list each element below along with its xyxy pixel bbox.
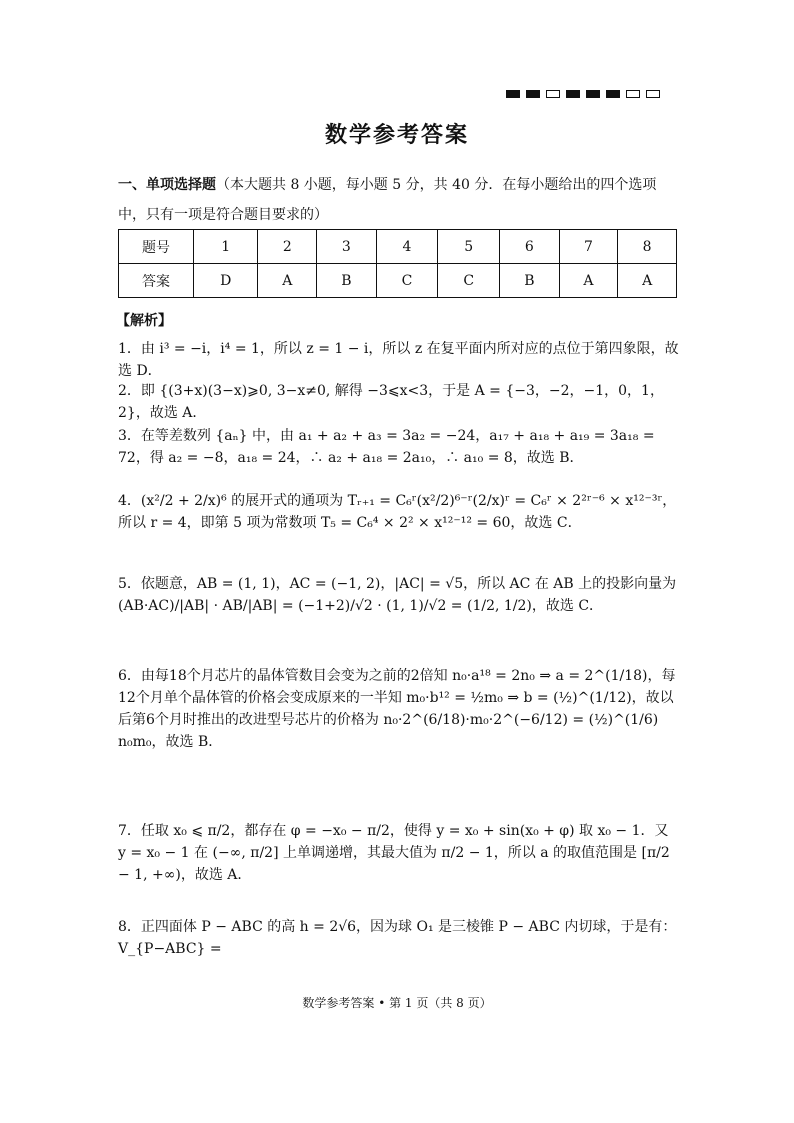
table-cell: A: [258, 264, 317, 298]
page-footer: 数学参考答案 • 第 1 页（共 8 页）: [302, 996, 492, 1010]
mark-2: [526, 90, 540, 98]
page-title: 数学参考答案: [324, 122, 469, 148]
table-cell: A: [618, 264, 677, 298]
table-cell: B: [317, 264, 377, 298]
solution-6: 6．由每18个月芯片的晶体管数目会变为之前的2倍知 n₀·a¹⁸ = 2n₀ ⇒ a = 2^(1/18)，每12个月单个晶体管的价格会变成原来的一半知 m₀·b¹² = ½m₀ ⇒ b = (½)^(1/12)，故以后第6个月时推出的改进型号芯片的价格为 n₀·2^(6/18)·m₀·2^(−6/12) = (½)^(1/6) n₀m₀，故选 B．: [118, 668, 676, 750]
section-title: 一、单项选择题: [118, 177, 216, 193]
mark-3: [546, 90, 560, 98]
solution-8: 8．正四面体 P − ABC 的高 h = 2√6，因为球 O₁ 是三棱锥 P − ABC 内切球，于是有：V_{P−ABC} =: [118, 919, 677, 957]
table-row: [119, 230, 677, 264]
table-cell: D: [194, 264, 258, 298]
table-cell: 6: [500, 230, 560, 264]
mark-1: [506, 90, 520, 98]
mark-4: [566, 90, 580, 98]
mark-6: [606, 90, 620, 98]
table-cell: 5: [438, 230, 500, 264]
table-cell: A: [559, 264, 618, 298]
row-label: 题号: [119, 230, 194, 264]
table-cell: 3: [317, 230, 377, 264]
analysis-heading: 【解析】: [116, 313, 172, 329]
section-heading: [118, 170, 678, 230]
solution-3: 3．在等差数列 {aₙ} 中，由 a₁ + a₂ + a₃ = 3a₂ = −24，a₁₇ + a₁₈ + a₁₉ = 3a₁₈ = 72，得 a₂ = −8，a₁₈ = 24，∴ a₂ + a₁₈ = 2a₁₀，∴ a₁₀ = 8，故选 B．: [118, 428, 655, 466]
table-cell: C: [438, 264, 500, 298]
mark-5: [586, 90, 600, 98]
solution-2: 2．即 {(3+x)(3−x)⩾0, 3−x≠0, 解得 −3⩽x<3，于是 A = {−3，−2，−1，0，1，2}，故选 A．: [118, 383, 664, 421]
table-cell: 2: [258, 230, 317, 264]
row-label: 答案: [119, 264, 194, 298]
table-row: [119, 264, 677, 298]
table-cell: B: [500, 264, 560, 298]
mark-7: [626, 90, 640, 98]
table-cell: 4: [376, 230, 438, 264]
solution-7: 7．任取 x₀ ⩽ π/2，都存在 φ = −x₀ − π/2，使得 y = x₀ + sin(x₀ + φ) 取 x₀ − 1．又 y = x₀ − 1 在 (−∞, π/2] 上单调递增，其最大值为 π/2 − 1，所以 a 的取值范围是 [π/2 − 1, +∞)，故选 A．: [118, 823, 670, 883]
solution-4: 4．(x²/2 + 2/x)⁶ 的展开式的通项为 Tᵣ₊₁ = C₆ʳ(x²/2)⁶⁻ʳ(2/x)ʳ = C₆ʳ × 2²ʳ⁻⁶ × x¹²⁻³ʳ，所以 r = 4，即第 5 项为常数项 T₅ = C₆⁴ × 2² × x¹²⁻¹² = 60，故选 C．: [118, 493, 677, 531]
table-cell: 8: [618, 230, 677, 264]
header-marks: [506, 90, 660, 98]
table-cell: 7: [559, 230, 618, 264]
mark-8: [646, 90, 660, 98]
table-cell: 1: [194, 230, 258, 264]
solution-5: 5．依题意，AB = (1, 1)，AC = (−1, 2)，|AC| = √5，所以 AC 在 AB 上的投影向量为 (AB·AC)/|AB| · AB/|AB| = (−1+2)/√2 · (1, 1)/√2 = (1/2, 1/2)，故选 C．: [118, 576, 677, 614]
solution-1: 1．由 i³ = −i，i⁴ = 1，所以 z = 1 − i，所以 z 在复平面内所对应的点位于第四象限，故选 D．: [118, 341, 679, 379]
section-desc: （本大题共 8 小题，每小题 5 分，共 40 分．在每小题给出的四个选项中，只有一项是符合题目要求的）: [118, 177, 657, 223]
table-cell: C: [376, 264, 438, 298]
answer-table: [118, 229, 677, 298]
